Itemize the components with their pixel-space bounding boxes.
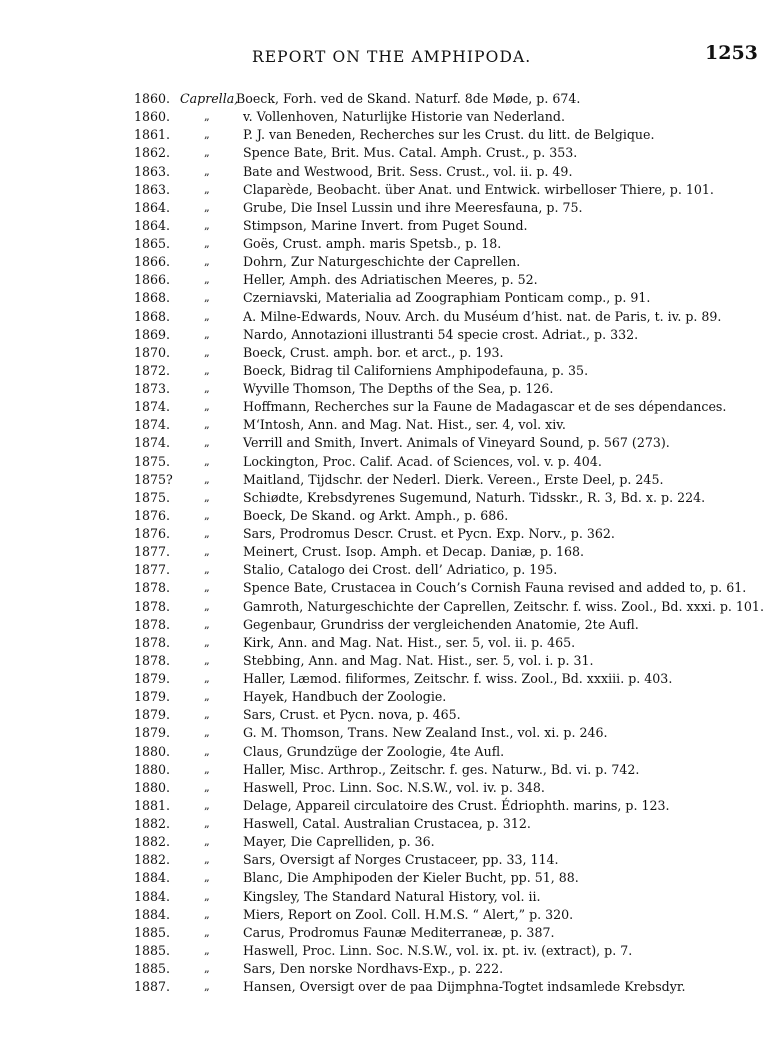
entry-reference: Bate and Westwood, Brit. Sess. Crust., vol. ii. p. 49. <box>243 163 573 179</box>
ditto-mark: „ <box>204 889 210 903</box>
entry-reference: Haswell, Proc. Linn. Soc. N.S.W., vol. ix. pt. iv. (extract), p. 7. <box>243 942 633 958</box>
entry-year: 1878. <box>134 634 171 650</box>
bibliography-entry <box>0 507 776 525</box>
entry-year: 1882. <box>134 816 171 831</box>
ditto-mark: „ <box>204 708 210 722</box>
entry-reference: Sars, Oversigt af Norges Crustaceer, pp. 33, 114. <box>243 852 559 868</box>
entry-year: 1885. <box>134 961 171 976</box>
bibliography-entry <box>0 362 776 380</box>
entry-year: 1875. <box>134 489 171 505</box>
bibliography-entry <box>0 960 776 978</box>
bibliography-entry <box>0 942 776 960</box>
entry-year: 1876. <box>134 526 171 541</box>
entry-reference: Delage, Appareil circulatoire des Crust. Édriophth. marins, p. 123. <box>243 797 670 813</box>
entry-year: 1869. <box>134 326 171 342</box>
entry-year: 1876. <box>134 507 171 523</box>
bibliography-entry <box>0 670 776 688</box>
entry-reference: Meinert, Crust. Isop. Amph. et Decap. Daniæ, p. 168. <box>243 544 585 560</box>
ditto-mark: „ <box>204 454 210 468</box>
entry-year: 1880. <box>134 779 171 795</box>
genus-name: Caprella, <box>180 91 239 106</box>
entry-year: 1885. <box>134 924 171 940</box>
entry-reference: Boeck, Forh. ved de Skand. Naturf. 8de Møde, p. 674. <box>236 91 581 106</box>
ditto-mark: „ <box>204 672 210 685</box>
ditto-mark: „ <box>204 980 210 994</box>
ditto-mark: „ <box>204 871 210 885</box>
bibliography-entry <box>0 598 776 616</box>
ditto-mark: „ <box>204 545 210 559</box>
entry-year: 1861. <box>134 127 171 143</box>
ditto-mark: „ <box>204 146 210 160</box>
entry-year: 1864. <box>134 199 171 215</box>
bibliography-entry <box>0 906 776 924</box>
ditto-mark: „ <box>204 255 210 269</box>
entry-year: 1863. <box>134 163 171 179</box>
entry-reference: Mayer, Die Caprelliden, p. 36. <box>243 834 435 850</box>
entry-reference: Boeck, Crust. amph. bor. et arct., p. 193. <box>243 344 504 360</box>
entry-year: 1879. <box>134 671 171 686</box>
bibliography-entry <box>0 579 776 597</box>
entry-year: 1860. <box>134 91 171 106</box>
ditto-mark: „ <box>204 309 210 323</box>
entry-year: 1868. <box>134 290 171 306</box>
entry-year: 1879. <box>134 689 171 705</box>
entry-reference: Nardo, Annotazioni illustranti 54 specie crost. Adriat., p. 332. <box>243 326 639 342</box>
entry-reference: Hoffmann, Recherches sur la Faune de Madagascar et de ses dépendances. <box>243 399 727 415</box>
entry-reference: Boeck, Bidrag til Californiens Amphipodefauna, p. 35. <box>243 362 589 378</box>
entry-reference: Boeck, De Skand. og Arkt. Amph., p. 686. <box>243 507 509 523</box>
ditto-mark: „ <box>204 418 210 432</box>
entry-reference: Goës, Crust. amph. maris Spetsb., p. 18. <box>243 236 502 251</box>
entry-reference: Czerniavski, Materialia ad Zoographiam Ponticam comp., p. 91. <box>243 290 651 306</box>
entry-reference: Heller, Amph. des Adriatischen Meeres, p. 52. <box>243 272 538 288</box>
bibliography-entry <box>0 326 776 344</box>
entry-year: 1873. <box>134 381 171 396</box>
bibliography-entry <box>0 471 776 489</box>
ditto-mark: „ <box>204 128 210 142</box>
bibliography-entry <box>0 271 776 289</box>
bibliography-entry <box>0 181 776 199</box>
entry-reference: v. Vollenhoven, Naturlijke Historie van Nederland. <box>243 109 565 125</box>
ditto-mark: „ <box>204 962 210 975</box>
entry-year: 1884. <box>134 870 171 886</box>
entry-reference: Sars, Crust. et Pycn. nova, p. 465. <box>243 707 461 723</box>
entry-reference: Wyville Thomson, The Depths of the Sea, p. 126. <box>243 381 554 396</box>
ditto-mark: „ <box>204 581 210 595</box>
entry-reference: Claus, Grundzüge der Zoologie, 4te Aufl. <box>243 743 505 759</box>
entry-year: 1878. <box>134 616 171 632</box>
entry-year: 1878. <box>134 598 171 614</box>
bibliography-entry <box>0 724 776 742</box>
running-title: REPORT ON THE AMPHIPODA. <box>252 48 532 66</box>
entry-year: 1882. <box>134 834 171 850</box>
ditto-mark: „ <box>204 744 210 758</box>
entry-year: 1862. <box>134 145 171 161</box>
bibliography-entry <box>0 851 776 869</box>
ditto-mark: „ <box>204 925 210 939</box>
entry-year: 1880. <box>134 743 171 759</box>
entry-year: 1881. <box>134 797 171 813</box>
entry-year: 1880. <box>134 761 171 777</box>
ditto-mark: „ <box>204 345 210 359</box>
page-number: 1253 <box>705 42 758 64</box>
entry-reference: Grube, Die Insel Lussin und ihre Meeresfauna, p. 75. <box>243 199 583 215</box>
entry-reference: Gamroth, Naturgeschichte der Caprellen, Zeitschr. f. wiss. Zool., Bd. xxxi. p. 101. <box>243 598 764 614</box>
ditto-mark: „ <box>204 472 210 486</box>
bibliography-entry <box>0 199 776 217</box>
ditto-mark: „ <box>204 617 210 631</box>
bibliography-entry <box>0 616 776 634</box>
entry-reference: Spence Bate, Crustacea in Couch’s Cornish Fauna revised and added to, p. 61. <box>243 580 747 596</box>
bibliography-entry <box>0 126 776 144</box>
bibliography-entry <box>0 869 776 887</box>
entry-year: 1887. <box>134 979 171 995</box>
entry-year: 1874. <box>134 417 171 433</box>
ditto-mark: „ <box>204 762 210 776</box>
entry-year: 1860. <box>134 109 171 125</box>
entry-reference: Schiødte, Krebsdyrenes Sugemund, Naturh. Tidsskr., R. 3, Bd. x. p. 224. <box>243 489 706 505</box>
bibliography-entry <box>0 453 776 471</box>
ditto-mark: „ <box>204 527 210 540</box>
entry-reference: P. J. van Beneden, Recherches sur les Crust. du litt. de Belgique. <box>243 127 655 143</box>
bibliography-entry <box>0 90 776 108</box>
entry-year: 1879. <box>134 725 171 741</box>
entry-year: 1882. <box>134 852 171 868</box>
bibliography-entry <box>0 163 776 181</box>
bibliography-entry <box>0 380 776 398</box>
entry-reference: Blanc, Die Amphipoden der Kieler Bucht, pp. 51, 88. <box>243 870 579 886</box>
ditto-mark: „ <box>204 599 210 613</box>
ditto-mark: „ <box>204 291 210 305</box>
entry-year: 1875? <box>134 471 173 487</box>
entry-year: 1870. <box>134 344 171 360</box>
entry-reference: Kirk, Ann. and Mag. Nat. Hist., ser. 5, vol. ii. p. 465. <box>243 634 576 650</box>
ditto-mark: „ <box>204 327 210 341</box>
entry-year: 1879. <box>134 707 171 723</box>
entry-reference: Haswell, Proc. Linn. Soc. N.S.W., vol. iv. p. 348. <box>243 779 545 795</box>
entry-reference: Haller, Læmod. filiformes, Zeitschr. f. wiss. Zool., Bd. xxxiii. p. 403. <box>243 671 673 686</box>
ditto-mark: „ <box>204 798 210 812</box>
bibliography-entry <box>0 743 776 761</box>
ditto-mark: „ <box>204 273 210 287</box>
entry-year: 1868. <box>134 308 171 324</box>
entry-year: 1872. <box>134 362 171 378</box>
entry-reference: Carus, Prodromus Faunæ Mediterraneæ, p. 387. <box>243 924 555 940</box>
ditto-mark: „ <box>204 382 210 395</box>
ditto-mark: „ <box>204 164 210 178</box>
ditto-mark: „ <box>204 653 210 667</box>
entry-reference: Kingsley, The Standard Natural History, vol. ii. <box>243 888 541 904</box>
ditto-mark: „ <box>204 635 210 649</box>
ditto-mark: „ <box>204 853 210 867</box>
entry-year: 1877. <box>134 562 171 578</box>
entry-year: 1877. <box>134 544 171 560</box>
ditto-mark: „ <box>204 218 210 232</box>
ditto-mark: „ <box>204 436 210 450</box>
bibliography-entry <box>0 489 776 507</box>
ditto-mark: „ <box>204 943 210 957</box>
bibliography-entry <box>0 634 776 652</box>
ditto-mark: „ <box>204 726 210 740</box>
entry-reference: Haswell, Catal. Australian Crustacea, p. 312. <box>243 816 531 831</box>
entry-year: 1878. <box>134 652 171 668</box>
bibliography-entry <box>0 108 776 126</box>
entry-reference: Haller, Misc. Arthrop., Zeitschr. f. ges. Naturw., Bd. vi. p. 742. <box>243 761 640 777</box>
ditto-mark: „ <box>204 182 210 196</box>
bibliography-entry <box>0 706 776 724</box>
entry-reference: Sars, Den norske Nordhavs-Exp., p. 222. <box>243 961 504 976</box>
bibliography-entry <box>0 308 776 326</box>
entry-year: 1864. <box>134 217 171 233</box>
bibliography-entry <box>0 235 776 253</box>
bibliography-entry <box>0 398 776 416</box>
ditto-mark: „ <box>204 200 210 214</box>
bibliography-entry <box>0 416 776 434</box>
entry-reference: Spence Bate, Brit. Mus. Catal. Amph. Crust., p. 353. <box>243 145 578 161</box>
entry-year: 1865. <box>134 236 171 251</box>
entry-reference: Hayek, Handbuch der Zoologie. <box>243 689 447 705</box>
bibliography-list <box>0 90 776 996</box>
entry-year: 1866. <box>134 272 171 288</box>
ditto-mark: „ <box>204 110 210 124</box>
bibliography-entry <box>0 888 776 906</box>
entry-reference: Stalio, Catalogo dei Crost. dell’ Adriatico, p. 195. <box>243 562 558 578</box>
bibliography-entry <box>0 525 776 543</box>
bibliography-entry <box>0 561 776 579</box>
ditto-mark: „ <box>204 237 210 250</box>
bibliography-entry <box>0 217 776 235</box>
ditto-mark: „ <box>204 400 210 414</box>
entry-reference: Maitland, Tijdschr. der Nederl. Dierk. Vereen., Erste Deel, p. 245. <box>243 471 664 487</box>
bibliography-entry <box>0 924 776 942</box>
bibliography-entry <box>0 289 776 307</box>
bibliography-entry <box>0 688 776 706</box>
bibliography-entry <box>0 253 776 271</box>
entry-reference: G. M. Thomson, Trans. New Zealand Inst., vol. xi. p. 246. <box>243 725 608 741</box>
entry-reference: Lockington, Proc. Calif. Acad. of Sciences, vol. v. p. 404. <box>243 453 602 469</box>
entry-reference: Verrill and Smith, Invert. Animals of Vineyard Sound, p. 567 (273). <box>243 435 670 451</box>
page-header <box>0 38 776 78</box>
bibliography-entry <box>0 978 776 996</box>
entry-reference: Miers, Report on Zool. Coll. H.M.S. “ Alert,” p. 320. <box>243 906 574 922</box>
entry-reference: Claparède, Beobacht. über Anat. und Entwick. wirbelloser Thiere, p. 101. <box>243 181 714 197</box>
entry-reference: Sars, Prodromus Descr. Crust. et Pycn. Exp. Norv., p. 362. <box>243 526 615 541</box>
bibliography-entry <box>0 652 776 670</box>
entry-reference: Gegenbaur, Grundriss der vergleichenden Anatomie, 2te Aufl. <box>243 616 639 632</box>
ditto-mark: „ <box>204 363 210 377</box>
bibliography-entry <box>0 434 776 452</box>
bibliography-entry <box>0 543 776 561</box>
bibliography-entry <box>0 344 776 362</box>
entry-reference: Stebbing, Ann. and Mag. Nat. Hist., ser. 5, vol. i. p. 31. <box>243 652 594 668</box>
ditto-mark: „ <box>204 563 210 577</box>
entry-year: 1875. <box>134 453 171 469</box>
entry-reference: A. Milne-Edwards, Nouv. Arch. du Muséum d’hist. nat. de Paris, t. iv. p. 89. <box>243 308 722 324</box>
ditto-mark: „ <box>204 690 210 704</box>
entry-year: 1885. <box>134 942 171 958</box>
entry-year: 1866. <box>134 254 171 270</box>
bibliography-entry <box>0 833 776 851</box>
ditto-mark: „ <box>204 835 210 849</box>
bibliography-entry <box>0 144 776 162</box>
entry-reference: Dohrn, Zur Naturgeschichte der Caprellen. <box>243 254 521 270</box>
ditto-mark: „ <box>204 490 210 504</box>
bibliography-entry <box>0 815 776 833</box>
entry-year: 1884. <box>134 888 171 904</box>
entry-reference: Hansen, Oversigt over de paa Dijmphna-Togtet indsamlede Krebsdyr. <box>243 979 686 995</box>
bibliography-entry <box>0 797 776 815</box>
entry-year: 1884. <box>134 906 171 922</box>
entry-year: 1863. <box>134 181 171 197</box>
bibliography-entry <box>0 779 776 797</box>
entry-reference: M‘Intosh, Ann. and Mag. Nat. Hist., ser. 4, vol. xiv. <box>243 417 566 433</box>
entry-year: 1874. <box>134 435 171 451</box>
entry-year: 1878. <box>134 580 171 596</box>
bibliography-entry <box>0 761 776 779</box>
ditto-mark: „ <box>204 780 210 794</box>
ditto-mark: „ <box>204 508 210 522</box>
entry-reference: Stimpson, Marine Invert. from Puget Sound. <box>243 217 528 233</box>
ditto-mark: „ <box>204 907 210 921</box>
ditto-mark: „ <box>204 817 210 830</box>
entry-year: 1874. <box>134 399 171 415</box>
